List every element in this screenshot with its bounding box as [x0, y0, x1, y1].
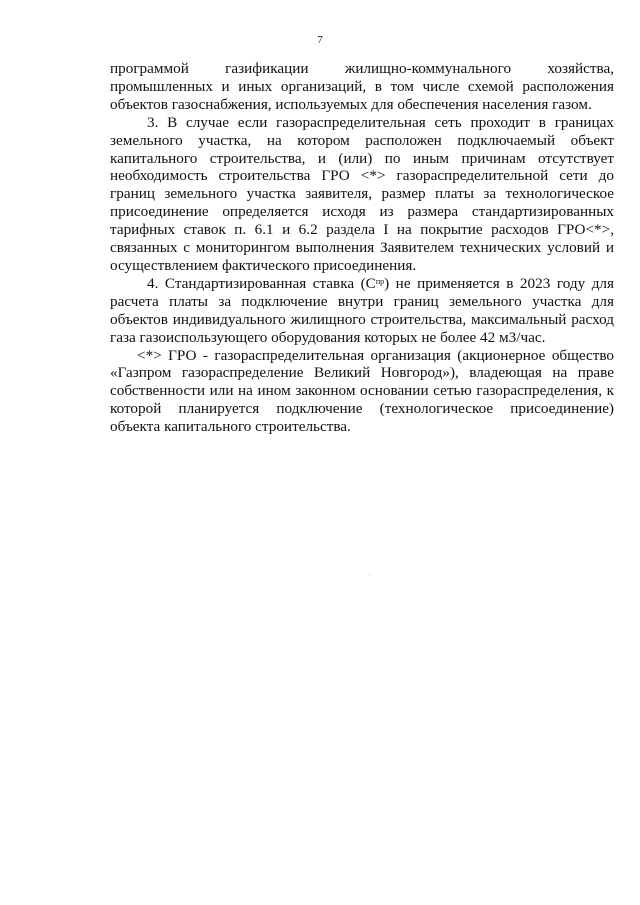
- item-4-text-before: 4. Стандартизированная ставка (С: [147, 274, 376, 292]
- document-body: [110, 60, 614, 436]
- paragraph-continuation: программой газификации жилищно-коммунального хозяйства, промышленных и иных организаций, в том числе схемой расположения объектов газоснабжения, используемых для обеспечения населения газом.: [110, 60, 614, 113]
- paragraph-footnote: <*> ГРО - газораспределительная организация (акционерное общество «Газпром газораспределение Великий Новгород»), владеющая на праве собственности или на ином законном основании сетью газораспределения, к которой планируется подключение (технологическое присоединение) объекта капитального строительства.: [110, 346, 614, 436]
- paragraph-item-3: 3. В случае если газораспределительная сеть проходит в границах земельного участка, на котором расположен подключаемый объект капитального строительства, и (или) по иным причинам отсутствует необходимость строительства ГРО <*> газораспределительной сети до границ земельного участка заявителя, размер платы за технологическое присоединение определяется исходя из размера стандартизированных тарифных ставок п. 6.1 и 6.2 раздела I на покрытие расходов ГРО<*>, связанных с мониторингом выполнения Заявителем технических условий и осуществлением фактического присоединения.: [110, 113, 614, 274]
- scan-artifact-dot: [369, 574, 370, 575]
- paragraph-item-4: [110, 275, 614, 347]
- rate-superscript: пр: [375, 276, 385, 286]
- page-number: 7: [317, 34, 323, 46]
- item-4-text-after: ) не применяется в 2023 году для расчета платы за подключение внутри границ земельного участка для объектов индивидуального жилищного строительства, максимальный расход газа газоиспользующего оборудования которых не более 42 м3/час.: [110, 274, 614, 346]
